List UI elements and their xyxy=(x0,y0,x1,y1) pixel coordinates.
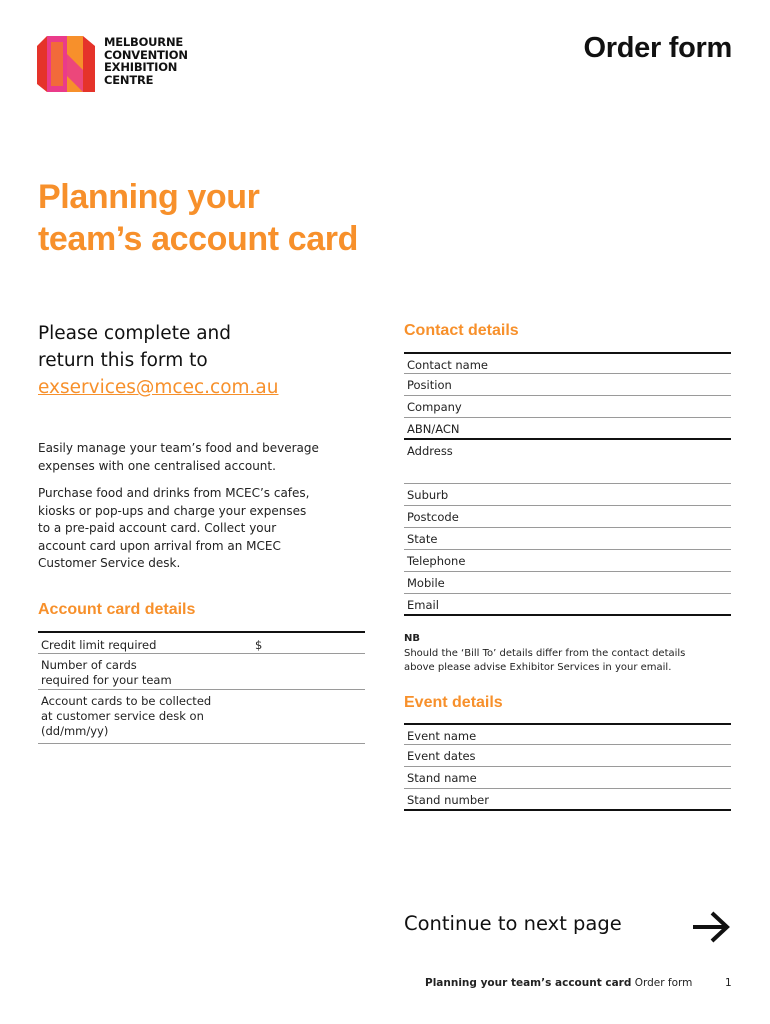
paragraph-line: kiosks or pop-ups and charge your expenses xyxy=(38,503,307,518)
account-section-title: Account card details xyxy=(38,601,196,618)
footer-subtitle: Order form xyxy=(634,977,693,989)
paragraph-line: to a pre-paid account card. Collect your xyxy=(38,521,277,535)
credit-limit-field[interactable] xyxy=(38,631,365,654)
currency-symbol: $ xyxy=(255,638,263,652)
heading-line: team’s account card xyxy=(38,220,358,258)
contact-section-title: Contact details xyxy=(404,322,519,339)
intro-paragraph-1 xyxy=(38,440,368,475)
telephone-field[interactable]: Telephone xyxy=(404,550,731,572)
footer-title: Planning your team’s account card xyxy=(425,977,632,989)
field-label: Credit limit required xyxy=(41,638,157,652)
email-field[interactable]: Email xyxy=(404,594,731,616)
postcode-field[interactable]: Postcode xyxy=(404,506,731,528)
intro-line: Please complete and xyxy=(38,323,232,344)
address-field[interactable]: Address xyxy=(404,440,731,484)
intro-paragraph-2 xyxy=(38,485,368,573)
email-link[interactable]: exservices@mcec.com.au xyxy=(38,377,279,398)
logo-line: CONVENTION xyxy=(104,47,188,62)
event-name-field[interactable]: Event name xyxy=(404,723,731,745)
logo-line: EXHIBITION xyxy=(104,60,178,74)
event-dates-field[interactable]: Event dates xyxy=(404,745,731,767)
contact-name-field[interactable]: Contact name xyxy=(404,352,731,374)
mcec-logo xyxy=(37,36,187,92)
field-label: required for your team xyxy=(41,673,172,687)
field-label: Number of cards xyxy=(41,658,137,672)
logo-line: MELBOURNE xyxy=(104,35,184,49)
field-label: at customer service desk on xyxy=(41,709,204,723)
logo-line: CENTRE xyxy=(104,72,154,87)
field-label: (dd/mm/yy) xyxy=(41,724,109,738)
company-field[interactable]: Company xyxy=(404,396,731,418)
mobile-field[interactable]: Mobile xyxy=(404,572,731,594)
event-details-table xyxy=(404,723,731,811)
contact-details-table xyxy=(404,352,731,616)
position-field[interactable]: Position xyxy=(404,374,731,396)
paragraph-line: expenses with one centralised account. xyxy=(38,458,276,473)
field-label: Account cards to be collected xyxy=(41,694,212,708)
intro-line: return this form to xyxy=(38,350,208,371)
collection-date-field[interactable] xyxy=(38,690,365,744)
paragraph-line: Customer Service desk. xyxy=(38,556,181,570)
mcec-logo-mark-icon xyxy=(37,36,97,92)
document-title: Order form xyxy=(583,32,732,64)
stand-name-field[interactable]: Stand name xyxy=(404,767,731,789)
heading-line: Planning your xyxy=(38,178,260,216)
number-of-cards-field[interactable] xyxy=(38,654,365,690)
nb-line: Should the ‘Bill To’ details differ from the contact details xyxy=(404,647,686,659)
paragraph-line: Easily manage your team’s food and beverage xyxy=(38,441,319,455)
nb-note xyxy=(404,632,685,676)
arrow-right-icon[interactable] xyxy=(690,910,732,944)
paragraph-line: account card upon arrival from an MCEC xyxy=(38,538,281,553)
paragraph-line: Purchase food and drinks from MCEC’s cafes, xyxy=(38,486,310,500)
suburb-field[interactable]: Suburb xyxy=(404,484,731,506)
nb-line: above please advise Exhibitor Services in your email. xyxy=(404,662,672,673)
logo-wordmark xyxy=(104,36,188,86)
intro-text xyxy=(38,320,279,401)
stand-number-field[interactable]: Stand number xyxy=(404,789,731,811)
nb-label: NB xyxy=(404,633,420,644)
abn-acn-field[interactable]: ABN/ACN xyxy=(404,418,731,440)
continue-text[interactable]: Continue to next page xyxy=(404,912,622,935)
event-section-title: Event details xyxy=(404,694,503,711)
page-heading xyxy=(38,176,358,260)
page-footer xyxy=(425,977,692,989)
account-card-table xyxy=(38,631,365,744)
state-field[interactable]: State xyxy=(404,528,731,550)
page-number: 1 xyxy=(725,977,732,989)
